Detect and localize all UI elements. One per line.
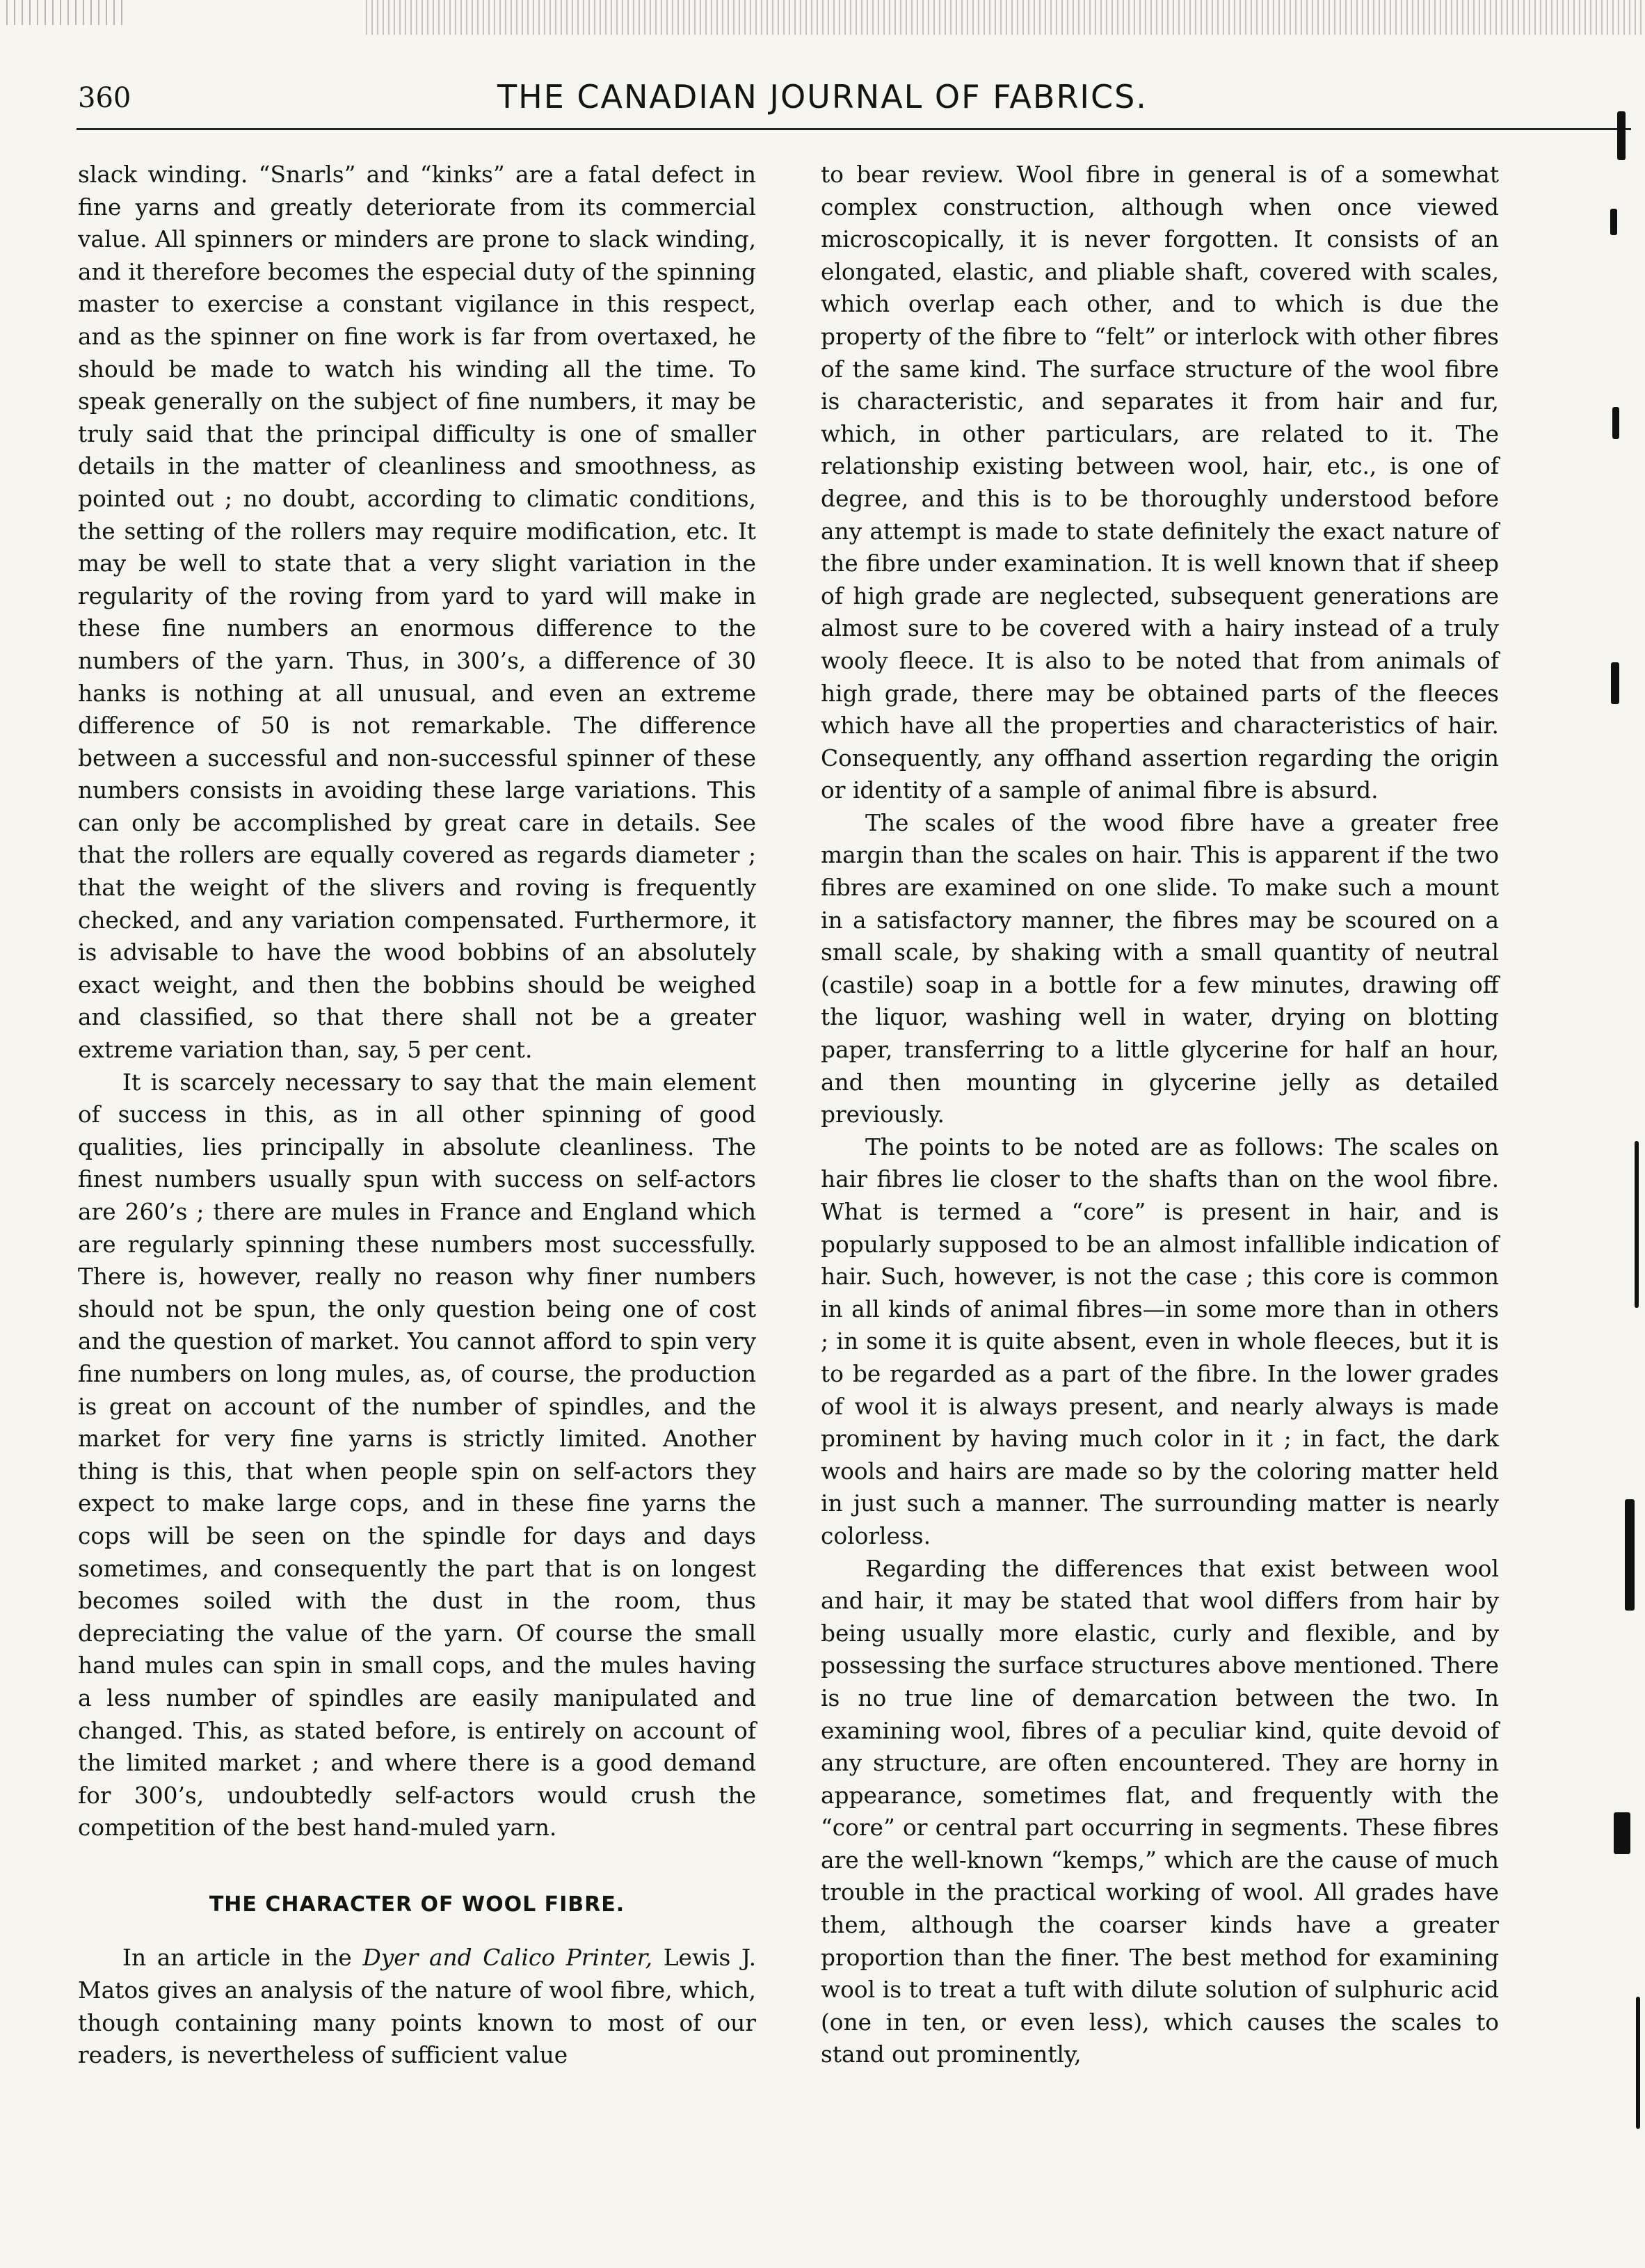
- page-number: 360: [78, 82, 131, 114]
- section-title: THE CHARACTER OF WOOL FIBRE.: [209, 1892, 625, 1917]
- scan-artifact-corner: [0, 0, 125, 25]
- right-column: [821, 159, 1499, 2071]
- margin-scan-mark: [1614, 1812, 1630, 1854]
- scan-artifact-top-edge: [362, 0, 1645, 35]
- paragraph: [78, 1942, 756, 2071]
- margin-scan-mark: [1610, 209, 1617, 235]
- margin-scan-mark: [1611, 662, 1619, 704]
- margin-scan-mark: [1617, 111, 1626, 160]
- left-column: [78, 159, 756, 2072]
- paragraph: slack winding. “Snarls” and “kinks” are a fatal defect in fine yarns and greatly deteriorate from its commercial value. All spinners or minders are prone to slack winding, and it therefore becomes the especial duty of the spinning master to exercise a constant vigilance in this respect, and as the spinner on fine work is far from overtaxed, he should be made to watch his winding all the time. To speak generally on the subject of fine numbers, it may be truly said that the principal difficulty is one of smaller details in the matter of cleanliness and smoothness, as pointed out ; no doubt, according to climatic conditions, the setting of the rollers may require modification, etc. It may be well to state that a very slight variation in the regularity of the roving from yard to yard will make in these fine numbers an enormous difference to the numbers of the yarn. Thus, in 300’s, a difference of 30 hanks is nothing at all unusual, and even an extreme difference of 50 is not remarkable. The difference between a successful and non-successful spinner of these numbers consists in avoiding these large variations. This can only be accomplished by great care in details. See that the rollers are equally covered as regards diameter ; that the weight of the slivers and roving is frequently checked, and any variation compensated. Furthermore, it is advisable to have the wood bobbins of an absolutely exact weight, and then the bobbins should be weighed and classified, so that there shall not be a greater extreme variation than, say, 5 per cent.: [78, 161, 756, 1064]
- paragraph-text: In an article in the: [122, 1944, 363, 1972]
- margin-scan-mark: [1612, 407, 1619, 439]
- running-title: THE CANADIAN JOURNAL OF FABRICS.: [497, 78, 1148, 115]
- header-rule: [77, 128, 1631, 130]
- paragraph: The points to be noted are as follows: The scales on hair fibres lie closer to the shafts than on the wool fibre. What is termed a “core” is present in hair, and is popularly supposed to be an almost infallible indication of hair. Such, however, is not the case ; this core is common in all kinds of animal fibres—in some more than in others ; in some it is quite absent, even in whole fleeces, but it is to be regarded as a part of the fibre. In the lower grades of wool it is always present, and nearly always is made prominent by having much color in it ; in fact, the dark wools and hairs are made so by the coloring matter held in just such a manner. The surrounding matter is nearly colorless.: [821, 1133, 1499, 1549]
- publication-title: Dyer and Calico Printer,: [362, 1944, 653, 1972]
- paragraph: It is scarcely necessary to say that the main element of success in this, as in all other spinning of good qualities, lies principally in absolute cleanliness. The finest numbers usually spun with success on self-actors are 260’s ; there are mules in France and England which are regularly spinning these numbers most successfully. There is, however, really no reason why finer numbers should not be spun, the only question being one of cost and the question of market. You cannot afford to spin very fine numbers on long mules, as, of course, the production is great on account of the number of spindles, and the market for very fine yarns is strictly limited. Another thing is this, that when people spin on self-actors they expect to make large cops, and in these fine yarns the cops will be seen on the spindle for days and days sometimes, and consequently the part that is on longest becomes soiled with the dust in the room, thus depreciating the value of the yarn. Of course the small hand mules can spin in small cops, and the mules having a less number of spindles are easily manipulated and changed. This, as stated before, is entirely on account of the limited market ; and where there is a good demand for 300’s, undoubtedly self-actors would crush the competition of the best hand-muled yarn.: [78, 1069, 756, 1842]
- paragraph: The scales of the wood fibre have a greater free margin than the scales on hair. This is apparent if the two fibres are examined on one slide. To make such a mount in a satisfactory manner, the fibres may be scoured on a small scale, by shaking with a small quantity of neutral (castile) soap in a bottle for a few minutes, drawing off the liquor, washing well in water, drying on blotting paper, transferring to a little glycerine for half an hour, and then mounting in glycerine jelly as detailed previously.: [821, 809, 1499, 1128]
- paragraph: Regarding the differences that exist between wool and hair, it may be stated that wool differs from hair by being usually more elastic, curly and flexible, and by possessing the surface structures above mentioned. There is no true line of demarcation between the two. In examining wool, fibres of a peculiar kind, quite devoid of any structure, are often encountered. They are horny in appearance, sometimes flat, and frequently with the “core” or central part occurring in segments. These fibres are the well-known “kemps,” which are the cause of much trouble in the practical working of wool. All grades have them, although the coarser kinds have a greater proportion than the finer. The best method for examining wool is to treat a tuft with dilute solution of sulphuric acid (one in ten, or even less), which causes the scales to stand out prominently,: [821, 1555, 1499, 2068]
- margin-scan-mark: [1625, 1499, 1635, 1611]
- margin-scan-mark: [1636, 1997, 1640, 2129]
- margin-scan-mark: [1635, 1141, 1639, 1308]
- paragraph: to bear review. Wool fibre in general is of a somewhat complex construction, although when once viewed microscopically, it is never forgotten. It consists of an elongated, elastic, and pliable shaft, covered with scales, which overlap each other, and to which is due the property of the fibre to “felt” or interlock with other fibres of the same kind. The surface structure of the wool fibre is characteristic, and separates it from hair and fur, which, in other particulars, are related to it. The relationship existing between wool, hair, etc., is one of degree, and this is to be thoroughly understood before any attempt is made to state definitely the exact nature of the fibre under examination. It is well known that if sheep of high grade are neglected, subsequent generations are almost sure to be covered with a hairy instead of a truly wooly fleece. It is also to be noted that from animals of high grade, there may be obtained parts of the fleeces which have all the properties and characteristics of hair. Consequently, any offhand assertion regarding the origin or identity of a sample of animal fibre is absurd.: [821, 161, 1499, 804]
- paragraph-text: Lewis J. Matos gives an analysis of the nature of wool fibre, which, though containing many points known to most of our readers, is nevertheless of sufficient value: [78, 1944, 757, 2069]
